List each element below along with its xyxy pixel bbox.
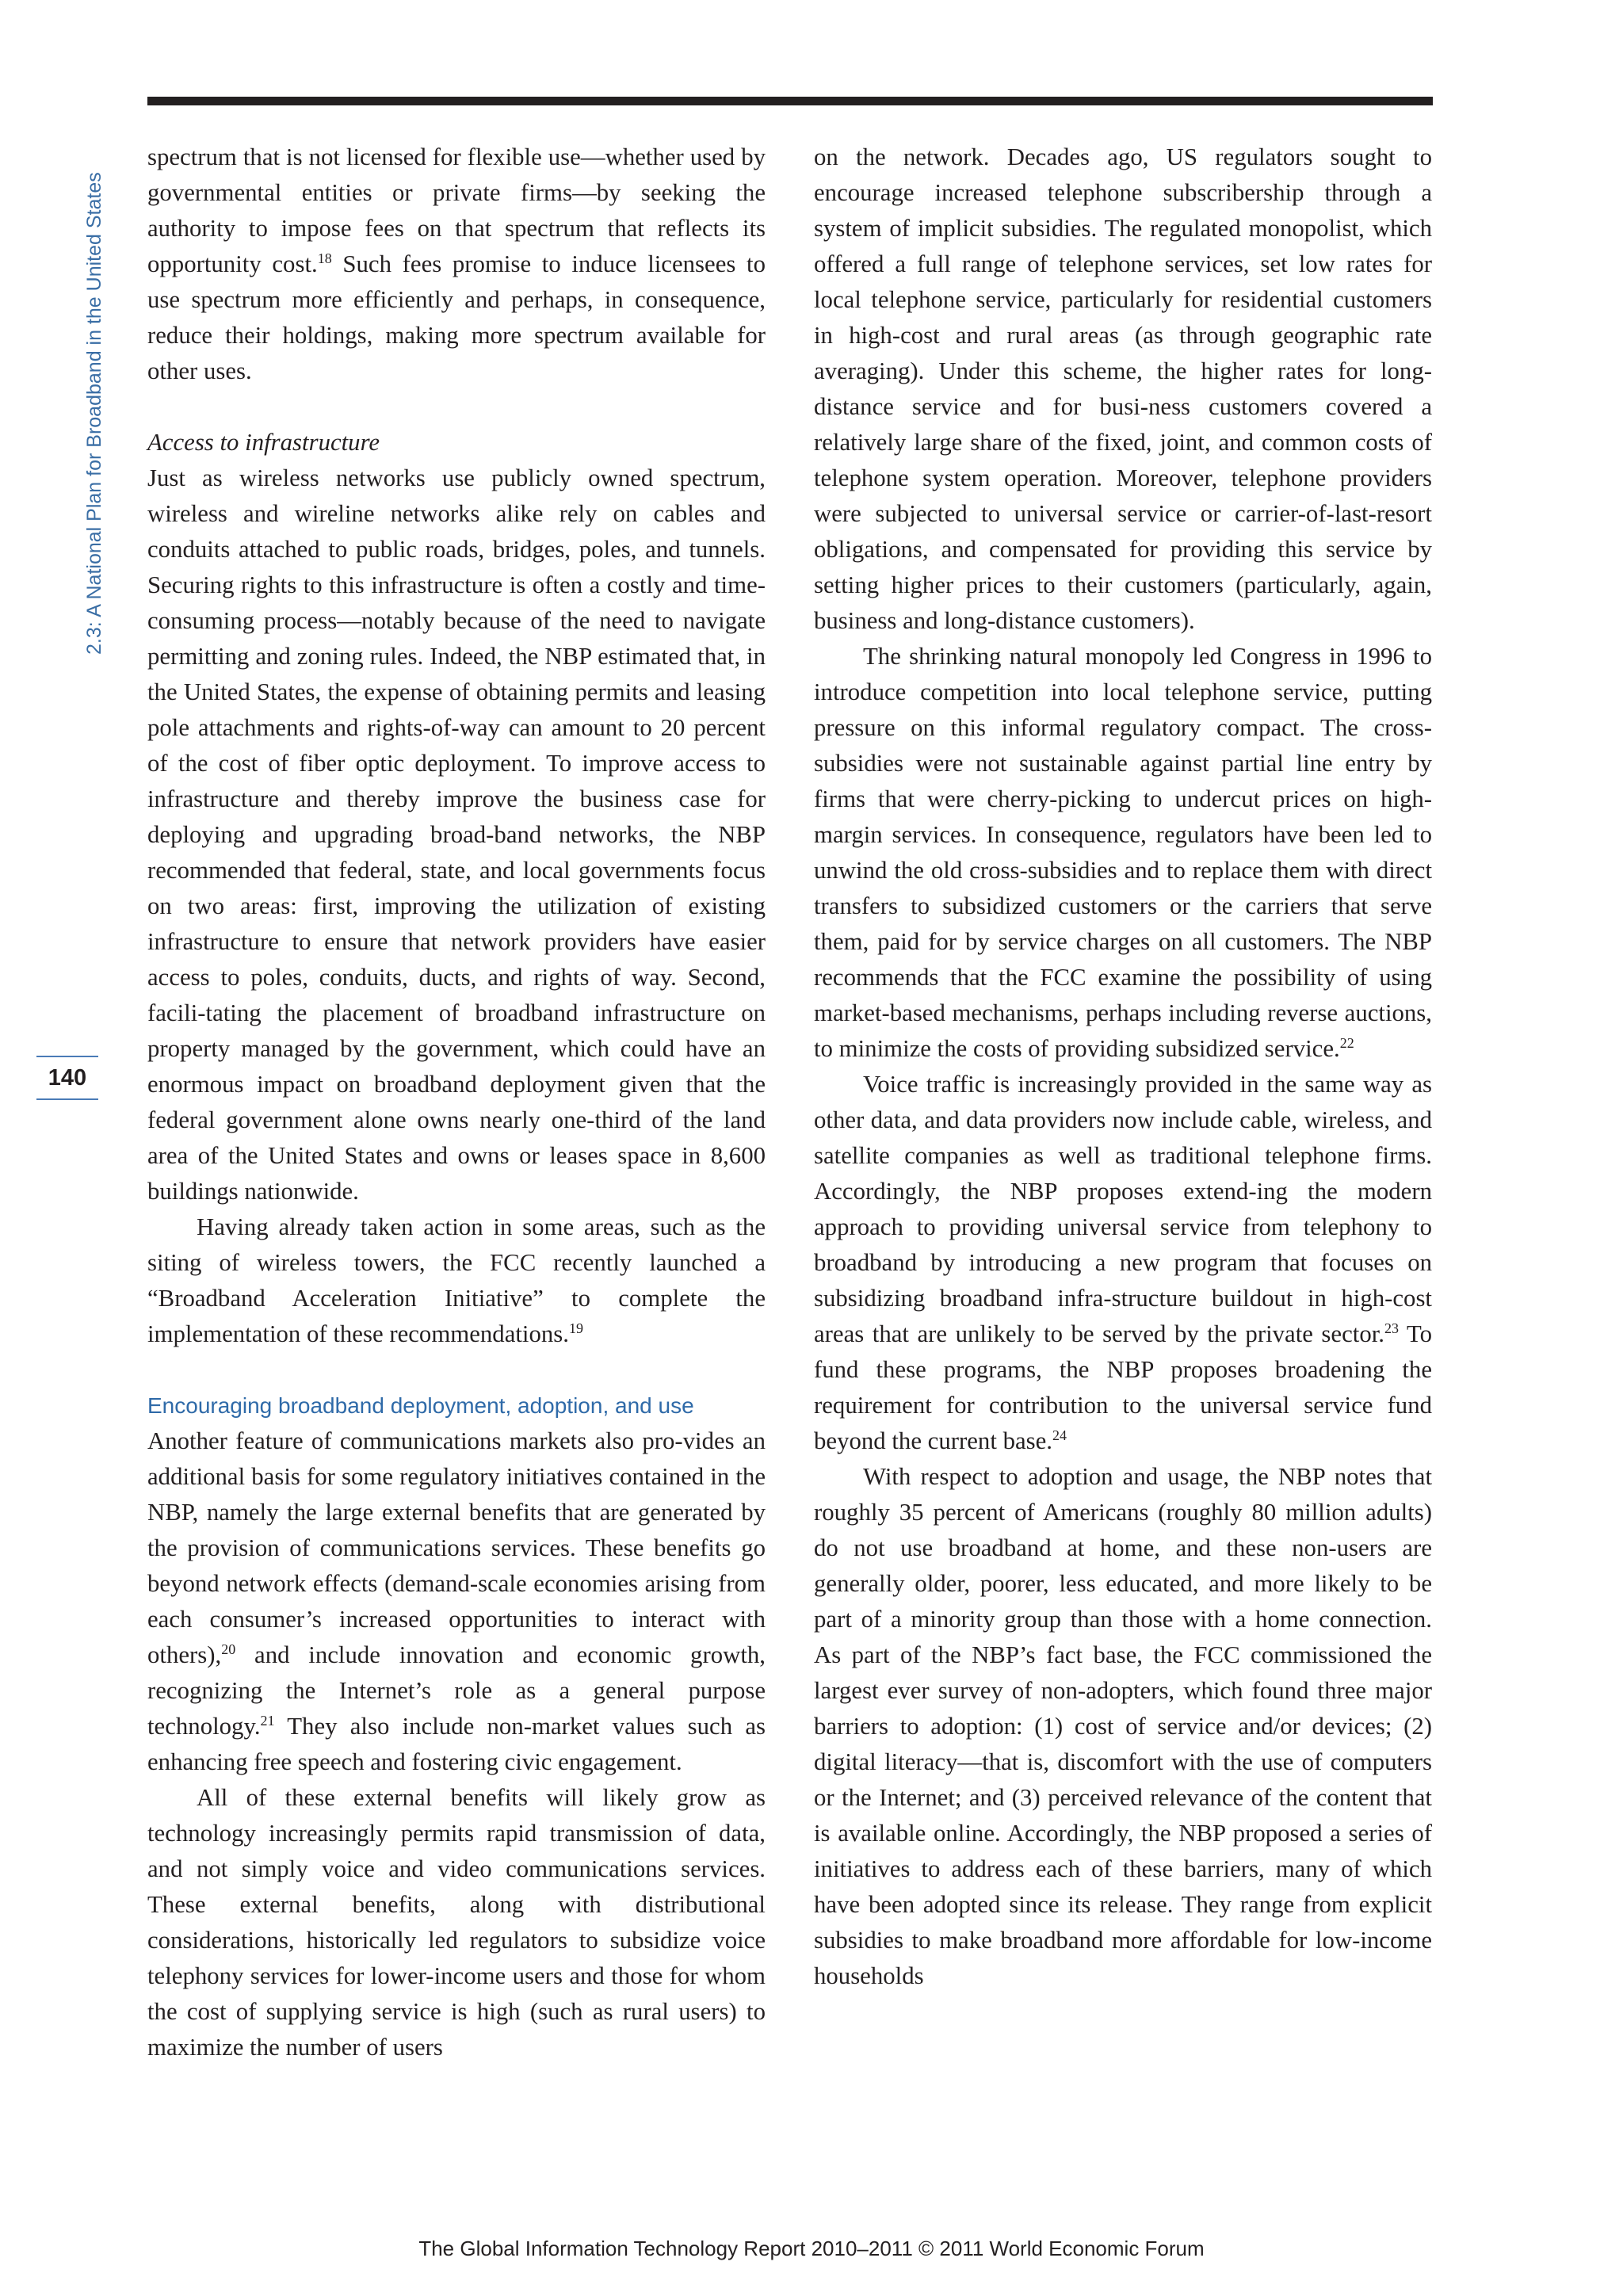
footnote-ref: 24 <box>1052 1427 1067 1443</box>
paragraph: Voice traffic is increasingly provided in the same way as other data, and data providers now include cable, wireless, and satellite companies as well as traditional telephone firms. Accordingly, the NBP proposes extend-ing the modern approach to providing universal service from telephony to broadband by introducing a new program that focuses on subsidizing broadband infra-structure buildout in high-cost areas that are unlikely to be served by the private sector.$^{23}$ To fund these programs, the NBP proposes broadening the requirement for contribution to the universal service fund beyond the current base.$^{24}$ <box>814 1071 1433 1454</box>
top-rule <box>147 97 1433 105</box>
footnote-ref: 19 <box>568 1320 583 1336</box>
footnote-ref: 22 <box>1339 1035 1354 1051</box>
paragraph: All of these external benefits will likely grow as technology increasingly permits rapid transmission of data, and not simply voice and video communications services. These external benefits, along with distributional considerations, historically led regulators to subsidize voice telephony services for lower-income users and those for whom the cost of supplying service is high (such as rural users) to maximize the number of users <box>147 1784 766 2061</box>
running-head-vertical: 2.3: A National Plan for Broadband in the United States <box>83 172 105 655</box>
paragraph: The shrinking natural monopoly led Congress in 1996 to introduce competition into local telephone service, putting pressure on this informal regulatory compact. The cross-subsidies were not sustainable against partial line entry by firms that were cherry-picking to undercut prices on high-margin services. In consequence, regulators have been led to unwind the old cross-subsidies and to replace them with direct transfers to subsidized customers or the carriers that serve them, paid for by service charges on all customers. The NBP recommends that the FCC examine the possibility of using market-based mechanisms, perhaps including reverse auctions, to minimize the costs of providing subsidized service.$^{22}$ <box>814 643 1432 1062</box>
paragraph: Having already taken action in some areas, such as the siting of wireless towers, the FCC recently launched a “Broadband Acceleration Initiative” to complete the implementation of these recommendations.$^{19}$ <box>147 1213 766 1347</box>
footnote-ref: 18 <box>317 250 332 266</box>
footnote-ref: 21 <box>260 1713 275 1729</box>
paragraph: on the network. Decades ago, US regulators sought to encourage increased telephone subscribership through a system of implicit subsidies. The regulated monopolist, which offered a full range of telephone services, set low rates for local telephone service, particularly for residential customers in high-cost and rural areas (as through geographic rate averaging). Under this scheme, the higher rates for long-distance service and for busi-ness customers covered a relatively large share of the fixed, joint, and common costs of telephone system operation. Moreover, telephone providers were subjected to universal service or carrier-of-last-resort obligations, and compensated for providing this service by setting higher prices to their customers (particularly, again, business and long-distance customers). <box>814 143 1432 634</box>
right-column <box>814 139 1432 1994</box>
subheading: Access to infrastructure <box>147 429 380 456</box>
section-heading: Encouraging broadband deployment, adoption, and use <box>147 1393 694 1418</box>
paragraph: Just as wireless networks use publicly owned spectrum, wireless and wireline networks alike rely on cables and conduits attached to public roads, bridges, poles, and tunnels. Securing rights to this infrastructure is often a costly and time-consuming process—notably because of the need to navigate permitting and zoning rules. Indeed, the NBP estimated that, in the United States, the expense of obtaining permits and leasing pole attachments and rights-of-way can amount to 20 percent of the cost of fiber optic deployment. To improve access to infrastructure and thereby improve the business case for deploying and upgrading broad-band networks, the NBP recommended that federal, state, and local governments focus on two areas: first, improving the utilization of existing infrastructure to ensure that network providers have easier access to poles, conduits, ducts, and rights of way. Second, facili-tating the placement of broadband infrastructure on property managed by the government, which could have an enormous impact on broadband deployment given that the federal government alone owns nearly one-third of the land area of the United States and owns or leases space in 8,600 buildings nationwide. <box>147 464 766 1205</box>
paragraph: Another feature of communications markets also pro-vides an additional basis for some regulatory initiatives contained in the NBP, namely the large external benefits that are generated by the provision of communications services. These benefits go beyond network effects (demand-scale economies arising from each consumer’s increased opportunities to interact with others),$^{20}$ and include innovation and economic growth, recognizing the Internet’s role as a general purpose technology.$^{21}$ They also include non-market values such as enhancing free speech and fostering civic engagement. <box>147 1427 766 1775</box>
footnote-ref: 23 <box>1384 1320 1399 1336</box>
footnote-ref: 20 <box>221 1641 236 1657</box>
page-number: 140 <box>48 1065 87 1091</box>
page-number-rule-bottom <box>36 1098 98 1100</box>
page-number-block <box>36 1056 98 1100</box>
left-column <box>147 139 766 2065</box>
paragraph: With respect to adoption and usage, the NBP notes that roughly 35 percent of Americans (roughly 80 million adults) do not use broadband at home, and these non-users are generally older, poorer, less educated, and more likely to be part of a minority group than those with a home connection. As part of the NBP’s fact base, the FCC commissioned the largest ever survey of non-adopters, which found three major barriers to adoption: (1) cost of service and/or devices; (2) digital literacy—that is, discomfort with the use of computers or the Internet; and (3) perceived relevance of the content that is available online. Accordingly, the NBP proposed a series of initiatives to address each of these barriers, many of which have been adopted since its release. They range from explicit subsidies to make broadband more affordable for low-income households <box>814 1463 1432 1989</box>
paragraph: spectrum that is not licensed for flexible use—whether used by governmental entities or private firms—by seeking the authority to impose fees on that spectrum that reflects its opportunity cost.$^{18}$ Such fees promise to induce licensees to use spectrum more efficiently and perhaps, in consequence, reduce their holdings, making more spectrum available for other uses. <box>147 143 766 384</box>
page-footer: The Global Information Technology Report 2010–2011 © 2011 World Economic Forum <box>418 2237 1205 2260</box>
